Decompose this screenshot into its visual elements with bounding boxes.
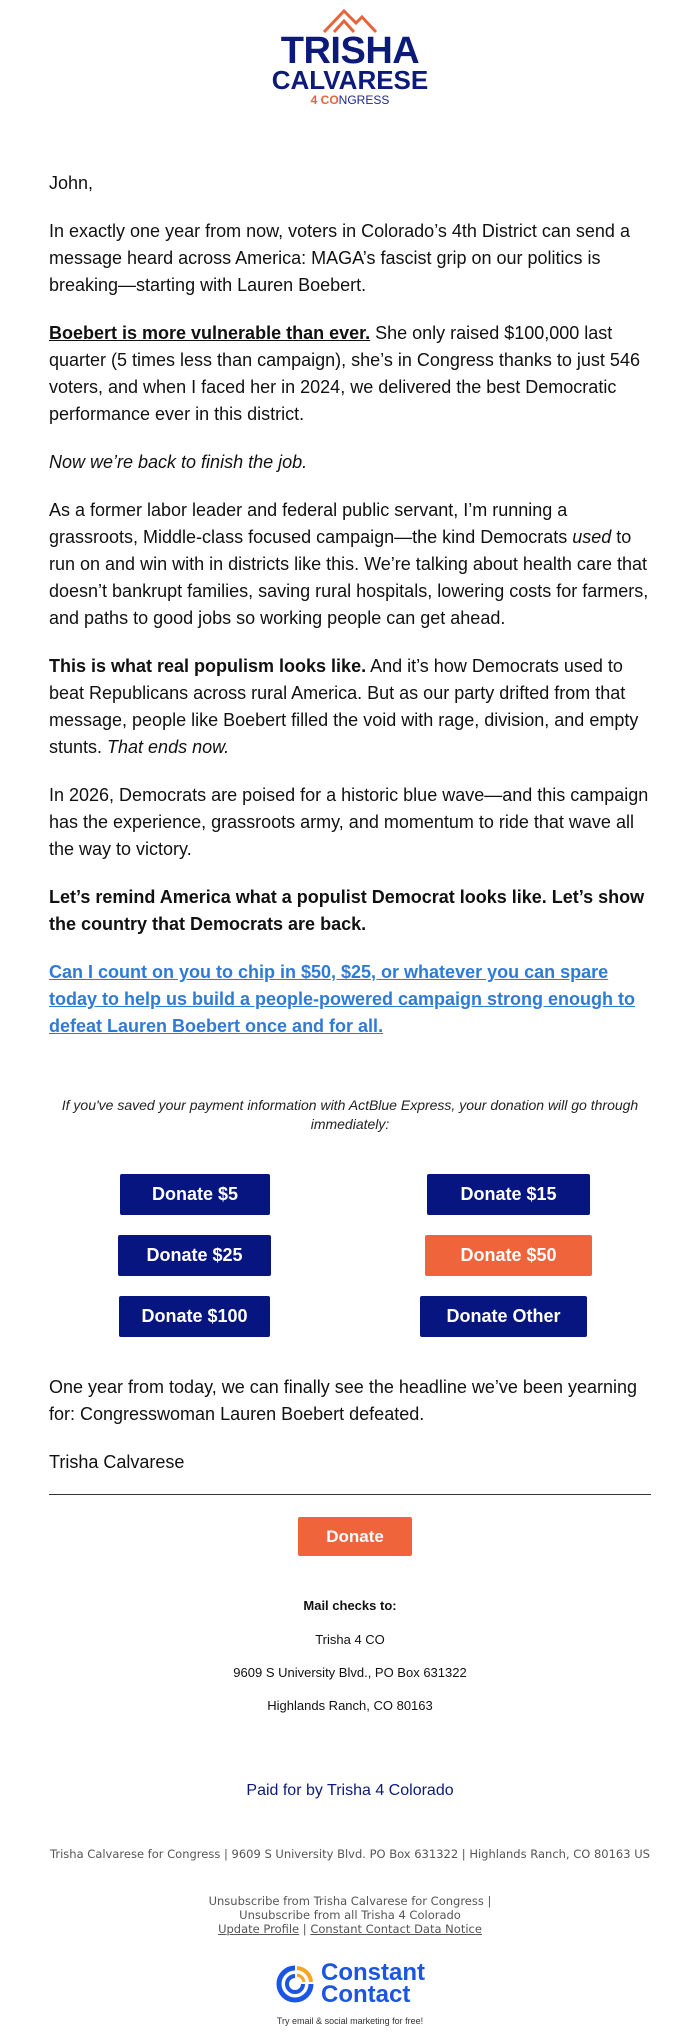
donate-15-button[interactable]: Donate $15 xyxy=(427,1174,590,1215)
donate-main-button[interactable]: Donate xyxy=(298,1517,412,1556)
constant-contact-icon xyxy=(275,1964,315,2004)
donate-ask-link[interactable]: Can I count on you to chip in $50, $25, or whatever you can spare today to help us build a people-powered campaign strong enough to defeat Lauren Boebert once and for all. xyxy=(49,962,636,1036)
paragraph-4: As a former labor leader and federal public servant, I’m running a grassroots, Middle-class focused campaign—the kind Democrats used to run on and win with in districts like this. We’re talking about health care that doesn’t bankrupt families, saving rural hospitals, lowering costs for farmers, and paths to good jobs so working people can get ahead. xyxy=(49,500,649,628)
divider xyxy=(49,1494,651,1495)
donate-25-button[interactable]: Donate $25 xyxy=(118,1235,271,1276)
cc-line1: Constant xyxy=(321,1959,425,1986)
donate-50-button[interactable]: Donate $50 xyxy=(425,1235,592,1276)
donate-other-button[interactable]: Donate Other xyxy=(420,1296,587,1337)
donate-5-button[interactable]: Donate $5 xyxy=(120,1174,270,1215)
closing xyxy=(49,1374,651,1497)
paragraph-6: In 2026, Democrats are poised for a historic blue wave—and this campaign has the experience, grassroots army, and momentum to ride that wave all the way to victory. xyxy=(49,785,649,859)
paragraph-3: Now we’re back to finish the job. xyxy=(49,452,308,472)
data-notice-link[interactable]: Constant Contact Data Notice xyxy=(310,1922,482,1936)
logo-line1: TRISHA xyxy=(280,30,420,72)
paragraph-7: Let’s remind America what a populist Democrat looks like. Let’s show the country that Democrats are back. xyxy=(49,887,645,934)
update-profile-link[interactable]: Update Profile xyxy=(218,1922,300,1936)
actblue-note: If you've saved your payment information with ActBlue Express, your donation will go through immediately: xyxy=(61,1097,639,1132)
paid-for-disclaimer: Paid for by Trisha 4 Colorado xyxy=(246,1782,454,1799)
unsubscribe-all-link[interactable]: Unsubscribe from all Trisha 4 Colorado xyxy=(239,1908,461,1922)
unsubscribe-link[interactable]: Unsubscribe from Trisha Calvarese for Congress | xyxy=(208,1894,492,1908)
paragraph-2: Boebert is more vulnerable than ever. She only raised $100,000 last quarter (5 times less than campaign), she’s in Congress thanks to just 546 voters, and when I faced her in 2024, we delivered the best Democratic performance ever in this district. xyxy=(49,323,640,424)
closing-paragraph: One year from today, we can finally see the headline we’ve been yearning for: Congresswoman Lauren Boebert defeated. xyxy=(49,1377,638,1424)
constant-contact-logo[interactable] xyxy=(0,1959,700,2008)
greeting: John, xyxy=(49,173,94,193)
email-body xyxy=(49,170,651,1061)
paragraph-5: This is what real populism looks like. And it’s how Democrats used to beat Republicans across rural America. But as our party drifted from that message, people like Boebert filled the void with rage, division, and empty stunts. That ends now. xyxy=(49,656,639,757)
donate-100-button[interactable]: Donate $100 xyxy=(119,1296,270,1337)
paragraph-8 xyxy=(49,959,651,1040)
logo-line3: 4 CONGRESS xyxy=(310,93,390,107)
mail-heading: Mail checks to: xyxy=(303,1598,397,1613)
signature: Trisha Calvarese xyxy=(49,1452,185,1472)
footer-links: Unsubscribe from Trisha Calvarese for Congress | Unsubscribe from all Trisha 4 Colorado Update Profile | Constant Contact Data Notice xyxy=(208,1894,492,1936)
cc-line2: Contact xyxy=(321,1981,411,2008)
cc-tagline: Try email & social marketing for free! xyxy=(276,2016,424,2026)
mail-street: 9609 S University Blvd., PO Box 631322 xyxy=(233,1665,467,1680)
logo-line2: CALVARESE xyxy=(271,65,429,95)
mail-city: Highlands Ranch, CO 80163 xyxy=(267,1698,433,1713)
mail-name: Trisha 4 CO xyxy=(315,1632,385,1647)
footer-address: Trisha Calvarese for Congress | 9609 S University Blvd. PO Box 631322 | Highlands Ranch, CO 80163 US xyxy=(50,1847,650,1861)
paragraph-1: In exactly one year from now, voters in Colorado’s 4th District can send a message heard across America: MAGA’s fascist grip on our politics is breaking—starting with Lauren Boebert. xyxy=(49,221,630,295)
campaign-logo xyxy=(0,8,700,108)
